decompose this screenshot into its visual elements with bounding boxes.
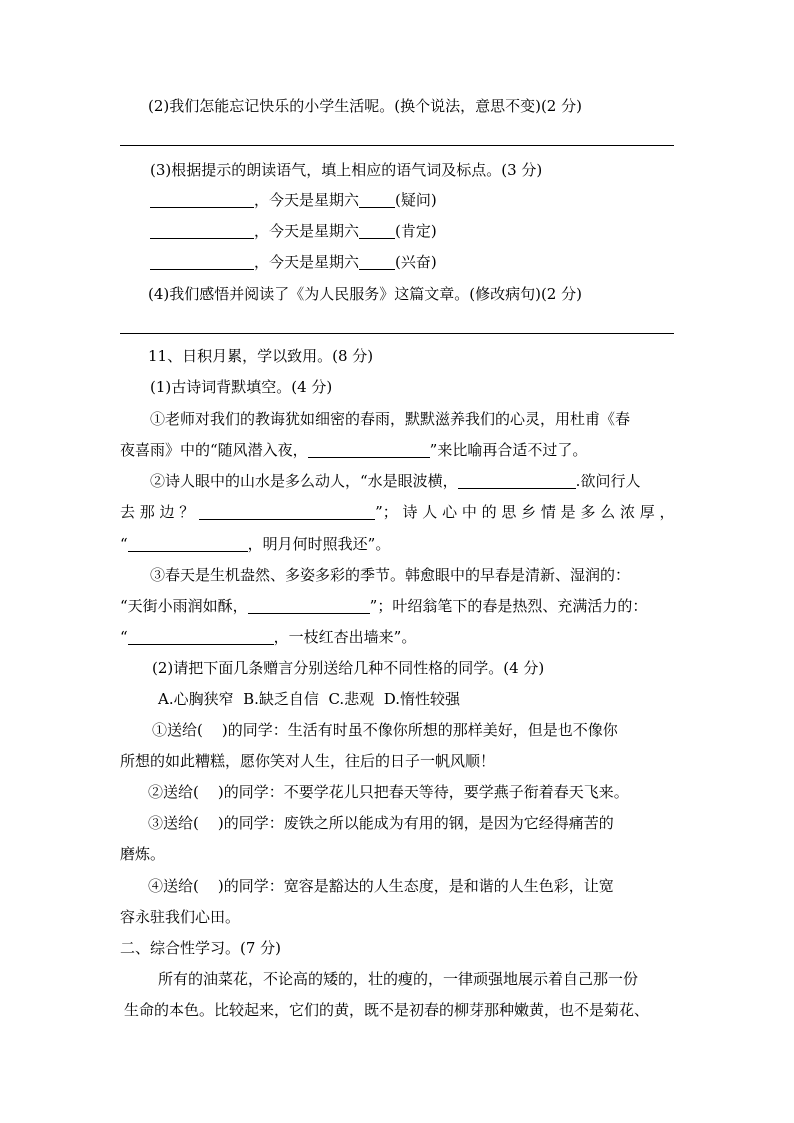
q10-part3: (3)根据提示的朗读语气，填上相应的语气词及标点。(3 分) <box>150 161 543 179</box>
gift-item-3a: ③送给( )的同学：废铁之所以能成为有用的钢，是因为它经得痛苦的 <box>148 814 614 832</box>
poem-item-2a: ②诗人眼中的山水是多么动人，“水是眼波横， .欲问行人 <box>150 472 641 490</box>
tone-sentence: ，今天是星期六 <box>254 191 360 209</box>
q11-title: 11、日积月累，学以致用。(8 分) <box>148 347 374 365</box>
q11-part1: (1)古诗词背默填空。(4 分) <box>150 378 333 396</box>
tone-sentence: ，今天是星期六 <box>254 222 360 240</box>
blank[interactable] <box>359 224 395 239</box>
q10-part2: (2)我们怎能忘记快乐的小学生活呢。(换个说法，意思不变)(2 分) <box>148 97 582 115</box>
blank[interactable] <box>458 474 576 489</box>
blank[interactable] <box>150 255 254 270</box>
gift-item-3b: 磨炼。 <box>120 845 166 863</box>
gift-item-4a: ④送给( )的同学：宽容是豁达的人生态度，是和谐的人生色彩，让宽 <box>148 877 614 895</box>
blank[interactable] <box>150 224 254 239</box>
personality-options: A.心胸狭窄 B.缺乏自信 C.悲观 D.惰性较强 <box>158 690 460 708</box>
poem-item-3b: “天街小雨润如酥， ”；叶绍翁笔下的春是热烈、充满活力的： <box>120 597 648 615</box>
answer-line[interactable] <box>120 333 674 334</box>
tone-hint: (肯定) <box>395 222 437 240</box>
gift-item-1a: ①送给( )的同学：生活有时虽不像你所想的那样美好，但是也不像你 <box>152 721 618 739</box>
blank[interactable] <box>248 599 370 614</box>
answer-line[interactable] <box>120 145 674 146</box>
gift-item-1b: 所想的如此糟糕，愿你笑对人生，往后的日子一帆风顺！ <box>120 752 496 770</box>
poem-item-2b: 去 那 边 ？ ”； 诗 人 心 中 的 思 乡 情 是 多 么 浓 厚 ， <box>120 503 675 521</box>
blank[interactable] <box>359 255 395 270</box>
poem-item-1a: ①老师对我们的教诲犹如细密的春雨，默默滋养我们的心灵，用杜甫《春 <box>150 410 631 428</box>
q11-part2: (2)请把下面几条赠言分别送给几种不同性格的同学。(4 分) <box>152 659 545 677</box>
tone-line-3 <box>150 252 437 272</box>
blank[interactable] <box>150 193 254 208</box>
gift-item-4b: 容永驻我们心田。 <box>120 908 241 926</box>
passage-line-2: 生命的本色。比较起来，它们的黄，既不是初春的柳芽那种嫩黄，也不是菊花、 <box>124 1001 650 1019</box>
blank[interactable] <box>359 193 395 208</box>
q10-part4: (4)我们感悟并阅读了《为人民服务》这篇文章。(修改病句)(2 分) <box>148 285 582 303</box>
part2-title: 二、综合性学习。(7 分) <box>120 939 282 957</box>
tone-line-2 <box>150 221 437 241</box>
blank[interactable] <box>308 443 430 458</box>
passage-line-1: 所有的油菜花，不论高的矮的，壮的瘦的，一律顽强地展示着自己那一份 <box>158 970 639 988</box>
tone-hint: (疑问) <box>395 191 437 209</box>
tone-line-1 <box>150 190 437 210</box>
tone-sentence: ，今天是星期六 <box>254 253 360 271</box>
poem-item-2c: “ ，明月何时照我还”。 <box>120 535 391 553</box>
poem-item-3c: “ ，一枝红杏出墙来”。 <box>120 628 417 646</box>
gift-item-2: ②送给( )的同学：不要学花儿只把春天等待，要学燕子衔着春天飞来。 <box>148 783 629 801</box>
blank[interactable] <box>128 630 274 645</box>
tone-hint: (兴奋) <box>395 253 437 271</box>
blank[interactable] <box>199 505 375 520</box>
poem-item-3a: ③春天是生机盎然、多姿多彩的季节。韩愈眼中的早春是清新、湿润的： <box>150 566 631 584</box>
poem-item-1b: 夜喜雨》中的“随风潜入夜， ”来比喻再合适不过了。 <box>120 441 588 459</box>
blank[interactable] <box>128 537 248 552</box>
